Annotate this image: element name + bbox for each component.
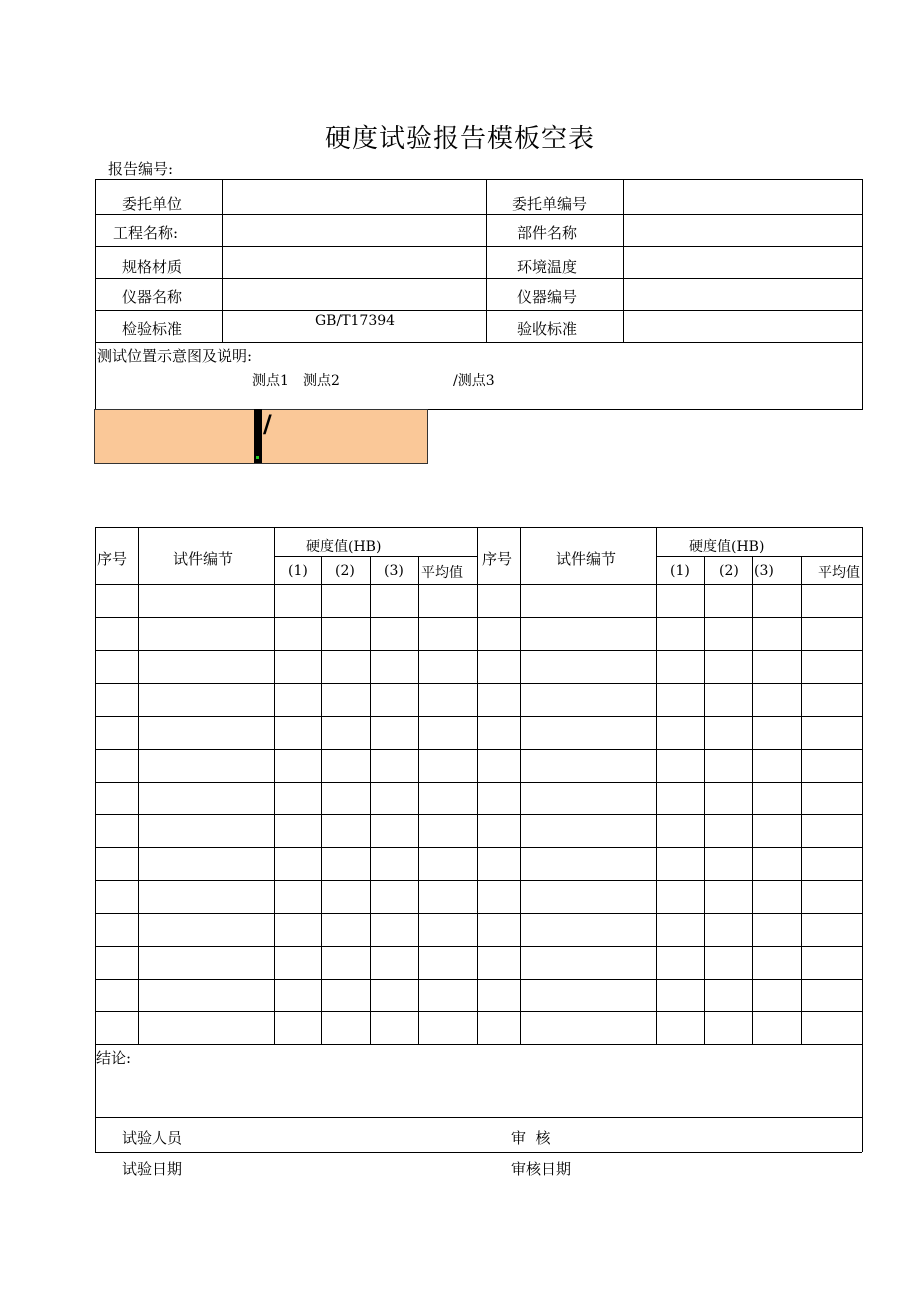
page-title: 硬度试验报告模板空表 xyxy=(324,124,595,154)
point-2-label: 测点2 xyxy=(303,373,340,389)
table-row[interactable] xyxy=(96,618,862,650)
diagram-bar xyxy=(254,409,262,463)
order-number-field[interactable] xyxy=(624,180,862,214)
project-name-label: 工程名称: xyxy=(113,224,179,242)
diagram-slash: / xyxy=(263,410,272,438)
table-row[interactable] xyxy=(96,585,862,617)
hardness-header-right: 硬度值(HB) xyxy=(689,539,765,555)
test-standard-label: 检验标准 xyxy=(122,320,183,338)
env-temp-label: 环境温度 xyxy=(517,258,578,276)
reviewer-label: 审 核 xyxy=(511,1129,551,1147)
table-row[interactable] xyxy=(96,815,862,847)
acceptance-standard-field[interactable] xyxy=(624,311,862,342)
env-temp-field[interactable] xyxy=(624,247,862,278)
client-unit-field[interactable] xyxy=(223,180,486,214)
avg-header-left: 平均值 xyxy=(421,565,463,581)
table-row[interactable] xyxy=(96,848,862,880)
table-row[interactable] xyxy=(96,717,862,749)
order-number-label: 委托单编号 xyxy=(512,195,588,213)
instrument-name-field[interactable] xyxy=(223,279,486,310)
piece-header-left: 试件编节 xyxy=(173,550,234,568)
part-name-field[interactable] xyxy=(624,215,862,246)
seq-header-left: 序号 xyxy=(97,550,128,568)
instrument-number-field[interactable] xyxy=(624,279,862,310)
table-row[interactable] xyxy=(96,750,862,782)
instrument-number-label: 仪器编号 xyxy=(517,288,578,306)
spec-material-field[interactable] xyxy=(223,247,486,278)
test-standard-value[interactable]: GB/T17394 xyxy=(315,313,396,329)
client-unit-label: 委托单位 xyxy=(122,195,183,213)
col3-header-left: (3) xyxy=(384,563,404,579)
report-number-label: 报告编号: xyxy=(108,160,174,178)
col1-header-right: (1) xyxy=(670,563,690,579)
table-row[interactable] xyxy=(96,651,862,683)
review-date-label: 审核日期 xyxy=(511,1160,572,1178)
point-3-label: /测点3 xyxy=(453,373,495,389)
hardness-header-left: 硬度值(HB) xyxy=(306,539,382,555)
table-row[interactable] xyxy=(96,783,862,814)
col2-header-right: (2) xyxy=(719,563,739,579)
spec-material-label: 规格材质 xyxy=(122,258,183,276)
table-row[interactable] xyxy=(96,1012,862,1044)
conclusion-field[interactable] xyxy=(96,1068,862,1116)
table-row[interactable] xyxy=(96,947,862,979)
table-row[interactable] xyxy=(96,914,862,946)
seq-header-right: 序号 xyxy=(482,550,513,568)
table-row[interactable] xyxy=(96,881,862,913)
table-row[interactable] xyxy=(96,980,862,1011)
test-date-label: 试验日期 xyxy=(122,1160,183,1178)
conclusion-label: 结论: xyxy=(96,1049,132,1067)
part-name-label: 部件名称 xyxy=(517,224,578,242)
acceptance-standard-label: 验收标准 xyxy=(517,320,578,338)
diagram-label: 测试位置示意图及说明: xyxy=(97,347,253,365)
avg-header-right: 平均值 xyxy=(818,565,860,581)
tester-label: 试验人员 xyxy=(122,1129,183,1147)
col1-header-left: (1) xyxy=(288,563,308,579)
piece-header-right: 试件编节 xyxy=(556,550,617,568)
point-1-label: 测点1 xyxy=(252,373,289,389)
col3-header-right: (3) xyxy=(754,563,774,579)
project-name-field[interactable] xyxy=(223,215,486,246)
col2-header-left: (2) xyxy=(335,563,355,579)
diagram-dot xyxy=(256,456,259,459)
table-row[interactable] xyxy=(96,684,862,716)
instrument-name-label: 仪器名称 xyxy=(122,288,183,306)
